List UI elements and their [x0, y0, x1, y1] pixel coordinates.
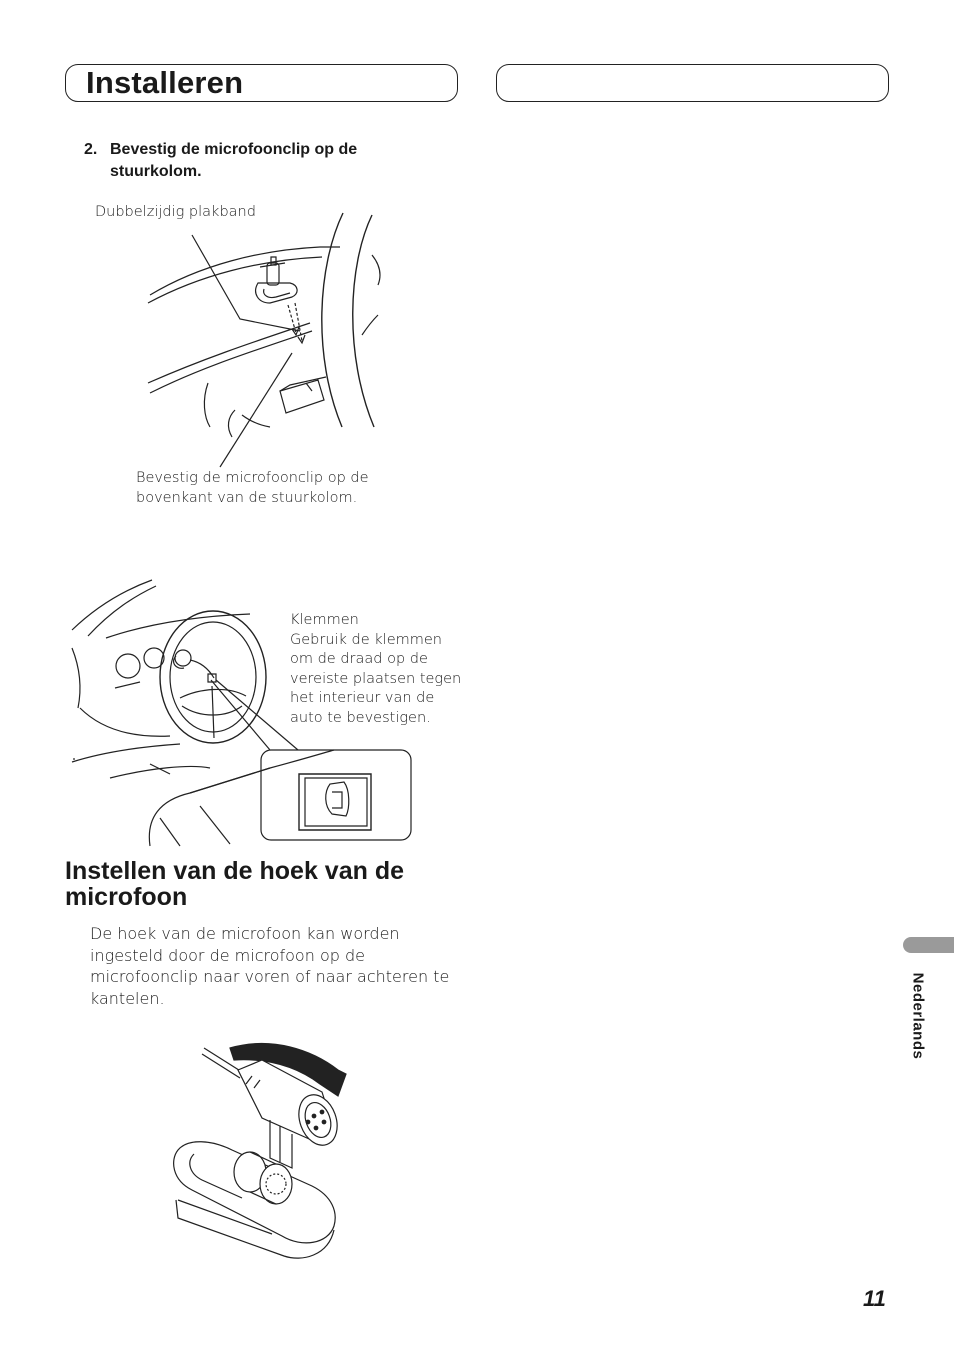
- caption-attach-clip: Bevestig de microfoonclip op de bovenkant van de stuurkolom.: [136, 470, 369, 506]
- step-text: Bevestig de microfoonclip op de stuurkolom.: [110, 141, 358, 180]
- angle-section-body: De hoek van de microfoon kan worden ingesteld door de microfoon op de microfoonclip naar voren of naar achteren te kantelen.: [90, 924, 450, 1008]
- caption-double-sided-tape: Dubbelzijdig plakband: [95, 204, 256, 220]
- language-label: Nederlands: [909, 972, 927, 1060]
- step-number: 2.: [84, 141, 98, 158]
- section-header-box: [65, 64, 458, 102]
- caption-clamps-title: Klemmen: [290, 612, 359, 628]
- steering-column-clip-illustration: [140, 205, 385, 470]
- language-tab: [903, 937, 954, 953]
- angle-section-title: Instellen van de hoek van de microfoon: [65, 857, 405, 911]
- microphone-tilt-illustration: [172, 1030, 350, 1258]
- header-box-empty: [496, 64, 889, 102]
- page-number: 11: [863, 1286, 886, 1311]
- caption-clamps-body: Gebruik de klemmen om de draad op de vereiste plaatsen tegen het interieur van de auto te bevestigen.: [290, 631, 462, 726]
- section-title: Installeren: [86, 65, 244, 100]
- step-2: [84, 139, 434, 183]
- caption-clamps: [290, 611, 465, 728]
